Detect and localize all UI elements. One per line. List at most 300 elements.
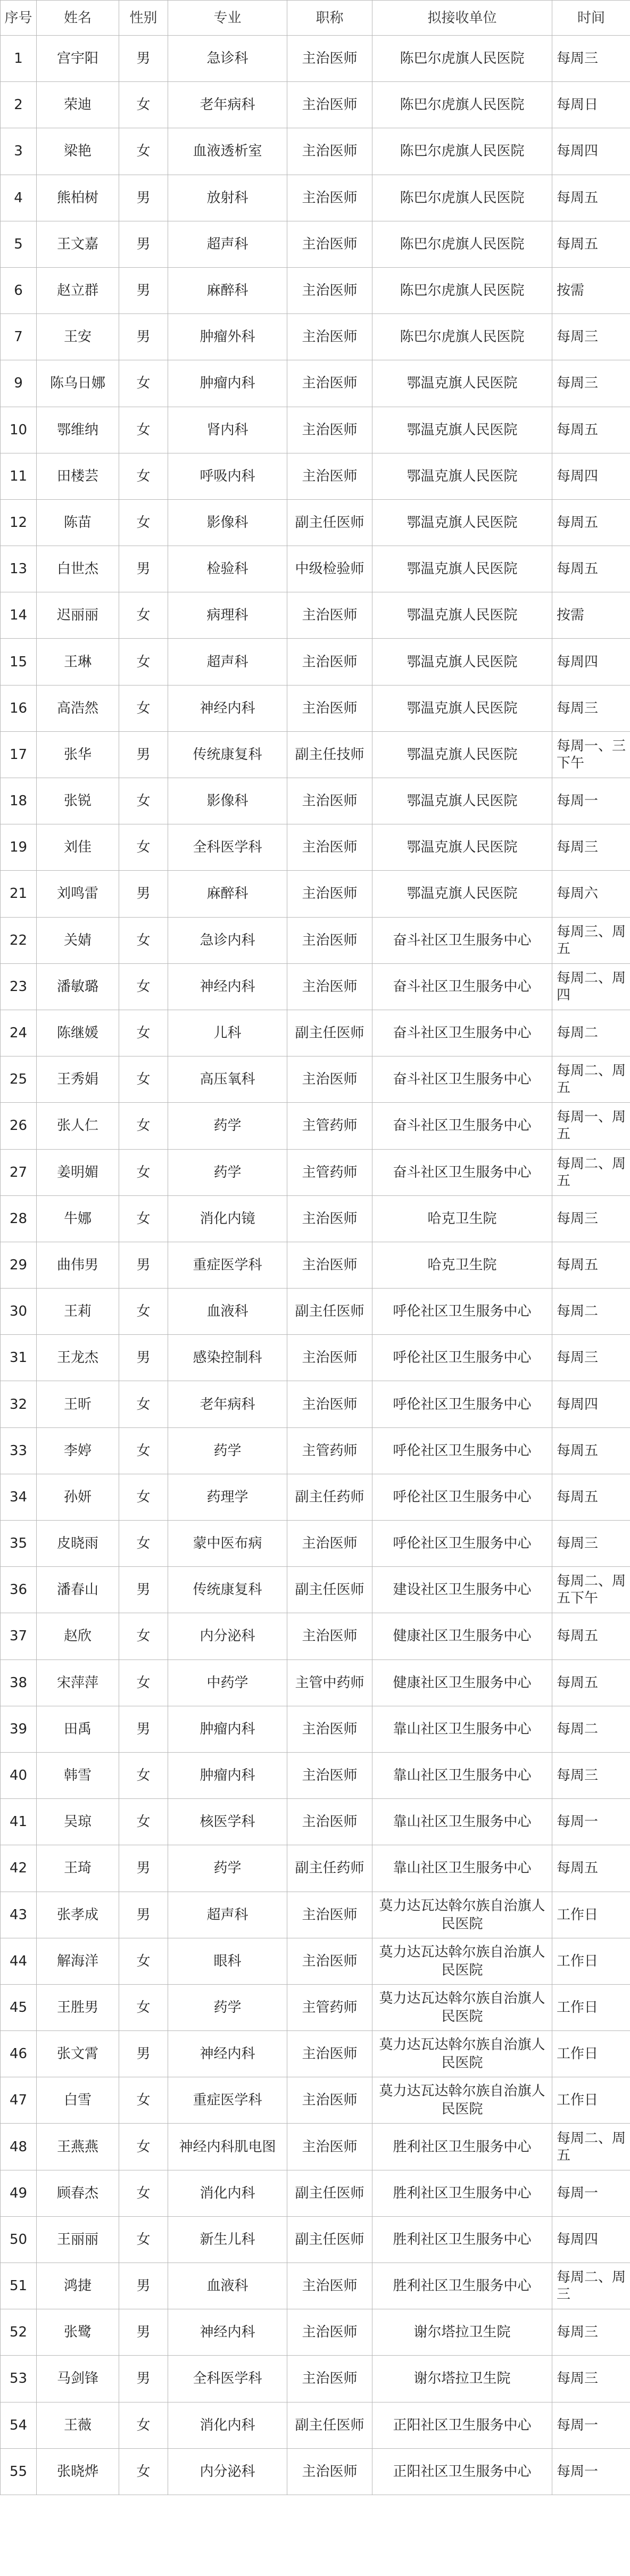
- cell-specialty: 神经内科: [168, 685, 287, 731]
- cell-index: 42: [1, 1845, 37, 1892]
- table-row: [1, 2031, 630, 2077]
- cell-gender: 女: [119, 824, 168, 871]
- cell-time: 工作日: [552, 1984, 630, 2030]
- cell-index: 27: [1, 1149, 37, 1195]
- cell-title: 副主任药师: [287, 1474, 372, 1520]
- cell-gender: 男: [119, 1242, 168, 1288]
- cell-receiving-unit: 陈巴尔虎旗人民医院: [372, 36, 552, 82]
- cell-gender: 女: [119, 128, 168, 175]
- cell-name: 王龙杰: [37, 1335, 119, 1381]
- cell-gender: 女: [119, 2448, 168, 2495]
- cell-receiving-unit: 陈巴尔虎旗人民医院: [372, 314, 552, 360]
- table-row: [1, 2216, 630, 2263]
- table-row: [1, 36, 630, 82]
- cell-title: 主治医师: [287, 963, 372, 1010]
- cell-specialty: 神经内科: [168, 963, 287, 1010]
- cell-time: 按需: [552, 592, 630, 639]
- cell-name: 王薇: [37, 2402, 119, 2448]
- cell-gender: 女: [119, 2402, 168, 2448]
- cell-title: 主治医师: [287, 1706, 372, 1752]
- cell-index: 22: [1, 917, 37, 963]
- cell-time: 每周二、周五下午: [552, 1567, 630, 1613]
- cell-title: 主治医师: [287, 2263, 372, 2309]
- cell-title: 主治医师: [287, 407, 372, 453]
- cell-specialty: 儿科: [168, 1010, 287, 1056]
- cell-receiving-unit: 胜利社区卫生服务中心: [372, 2124, 552, 2170]
- cell-index: 5: [1, 221, 37, 267]
- table-row: [1, 639, 630, 685]
- cell-title: 主治医师: [287, 639, 372, 685]
- cell-gender: 女: [119, 1289, 168, 1335]
- cell-time: 工作日: [552, 1938, 630, 1984]
- cell-title: 副主任医师: [287, 1567, 372, 1613]
- cell-name: 张人仁: [37, 1103, 119, 1149]
- cell-title: 主管药师: [287, 1427, 372, 1474]
- cell-gender: 男: [119, 731, 168, 778]
- cell-name: 张鹭: [37, 2309, 119, 2356]
- cell-specialty: 药学: [168, 1103, 287, 1149]
- table-row: [1, 1056, 630, 1103]
- table-row: [1, 685, 630, 731]
- cell-time: 每周三: [552, 1752, 630, 1798]
- cell-title: 副主任医师: [287, 499, 372, 546]
- cell-name: 赵欣: [37, 1613, 119, 1659]
- cell-name: 张晓烨: [37, 2448, 119, 2495]
- table-row: [1, 1567, 630, 1613]
- cell-time: 每周四: [552, 128, 630, 175]
- cell-title: 副主任医师: [287, 2170, 372, 2216]
- cell-index: 12: [1, 499, 37, 546]
- cell-specialty: 急诊内科: [168, 917, 287, 963]
- cell-time: 每周五: [552, 499, 630, 546]
- cell-index: 51: [1, 2263, 37, 2309]
- cell-title: 主管药师: [287, 1984, 372, 2030]
- table-row: [1, 2263, 630, 2309]
- cell-receiving-unit: 健康社区卫生服务中心: [372, 1659, 552, 1706]
- cell-gender: 女: [119, 778, 168, 824]
- cell-receiving-unit: 呼伦社区卫生服务中心: [372, 1427, 552, 1474]
- cell-specialty: 老年病科: [168, 1381, 287, 1427]
- cell-name: 张锐: [37, 778, 119, 824]
- table-row: [1, 2309, 630, 2356]
- cell-index: 4: [1, 175, 37, 221]
- cell-gender: 女: [119, 82, 168, 128]
- cell-gender: 女: [119, 1149, 168, 1195]
- cell-specialty: 蒙中医布病: [168, 1521, 287, 1567]
- cell-name: 宫宇阳: [37, 36, 119, 82]
- cell-title: 主治医师: [287, 360, 372, 407]
- cell-gender: 女: [119, 1752, 168, 1798]
- cell-receiving-unit: 奋斗社区卫生服务中心: [372, 1149, 552, 1195]
- cell-gender: 男: [119, 871, 168, 917]
- cell-specialty: 内分泌科: [168, 1613, 287, 1659]
- cell-title: 主治医师: [287, 36, 372, 82]
- cell-gender: 男: [119, 175, 168, 221]
- table-row: [1, 2124, 630, 2170]
- cell-name: 王琦: [37, 1845, 119, 1892]
- cell-index: 26: [1, 1103, 37, 1149]
- cell-specialty: 眼科: [168, 1938, 287, 1984]
- cell-time: 每周五: [552, 1242, 630, 1288]
- cell-index: 17: [1, 731, 37, 778]
- cell-specialty: 药理学: [168, 1474, 287, 1520]
- table-row: [1, 824, 630, 871]
- cell-title: 副主任技师: [287, 731, 372, 778]
- table-row: [1, 1799, 630, 1845]
- cell-specialty: 麻醉科: [168, 267, 287, 313]
- cell-receiving-unit: 鄂温克旗人民医院: [372, 453, 552, 499]
- cell-gender: 女: [119, 499, 168, 546]
- cell-gender: 男: [119, 1706, 168, 1752]
- cell-index: 21: [1, 871, 37, 917]
- cell-specialty: 急诊科: [168, 36, 287, 82]
- cell-name: 潘敏璐: [37, 963, 119, 1010]
- table-row: [1, 778, 630, 824]
- table-row: [1, 1010, 630, 1056]
- cell-specialty: 全科医学科: [168, 824, 287, 871]
- cell-time: 每周二: [552, 1289, 630, 1335]
- table-row: [1, 175, 630, 221]
- cell-title: 副主任医师: [287, 1289, 372, 1335]
- table-row: [1, 1845, 630, 1892]
- cell-gender: 女: [119, 2216, 168, 2263]
- table-row: [1, 731, 630, 778]
- cell-name: 王琳: [37, 639, 119, 685]
- cell-gender: 男: [119, 1892, 168, 1938]
- cell-time: 每周五: [552, 1474, 630, 1520]
- table-row: [1, 1242, 630, 1288]
- cell-time: 每周五: [552, 1845, 630, 1892]
- cell-index: 2: [1, 82, 37, 128]
- cell-receiving-unit: 莫力达瓦达斡尔族自治旗人民医院: [372, 2077, 552, 2124]
- cell-index: 10: [1, 407, 37, 453]
- cell-gender: 女: [119, 639, 168, 685]
- cell-receiving-unit: 奋斗社区卫生服务中心: [372, 1010, 552, 1056]
- cell-specialty: 超声科: [168, 221, 287, 267]
- cell-time: 每周一: [552, 2448, 630, 2495]
- table-row: [1, 2077, 630, 2124]
- cell-receiving-unit: 靠山社区卫生服务中心: [372, 1706, 552, 1752]
- cell-gender: 女: [119, 1938, 168, 1984]
- cell-specialty: 超声科: [168, 1892, 287, 1938]
- table-row: [1, 1335, 630, 1381]
- cell-index: 47: [1, 2077, 37, 2124]
- cell-name: 姜明媚: [37, 1149, 119, 1195]
- table-row: [1, 1752, 630, 1798]
- cell-index: 14: [1, 592, 37, 639]
- cell-time: 每周一: [552, 2170, 630, 2216]
- cell-index: 15: [1, 639, 37, 685]
- table-body: [1, 36, 630, 2495]
- cell-specialty: 麻醉科: [168, 871, 287, 917]
- table-row: [1, 1938, 630, 1984]
- cell-title: 主治医师: [287, 1938, 372, 1984]
- cell-gender: 女: [119, 1381, 168, 1427]
- cell-time: 每周五: [552, 546, 630, 592]
- cell-receiving-unit: 鄂温克旗人民医院: [372, 778, 552, 824]
- cell-title: 主治医师: [287, 871, 372, 917]
- table-row: [1, 917, 630, 963]
- cell-title: 主治医师: [287, 128, 372, 175]
- cell-name: 田禹: [37, 1706, 119, 1752]
- cell-time: 每周二、周五: [552, 1056, 630, 1103]
- cell-specialty: 肿瘤内科: [168, 360, 287, 407]
- cell-specialty: 病理科: [168, 592, 287, 639]
- cell-receiving-unit: 鄂温克旗人民医院: [372, 407, 552, 453]
- cell-receiving-unit: 鄂温克旗人民医院: [372, 685, 552, 731]
- cell-receiving-unit: 建设社区卫生服务中心: [372, 1567, 552, 1613]
- cell-receiving-unit: 健康社区卫生服务中心: [372, 1613, 552, 1659]
- cell-receiving-unit: 奋斗社区卫生服务中心: [372, 917, 552, 963]
- table-row: [1, 453, 630, 499]
- cell-name: 马剑锋: [37, 2356, 119, 2402]
- cell-receiving-unit: 谢尔塔拉卫生院: [372, 2309, 552, 2356]
- cell-title: 主治医师: [287, 1242, 372, 1288]
- cell-title: 中级检验师: [287, 546, 372, 592]
- table-row: [1, 1289, 630, 1335]
- cell-receiving-unit: 呼伦社区卫生服务中心: [372, 1381, 552, 1427]
- cell-gender: 男: [119, 1567, 168, 1613]
- cell-name: 鸿捷: [37, 2263, 119, 2309]
- cell-time: 每周二、周四: [552, 963, 630, 1010]
- cell-specialty: 神经内科: [168, 2309, 287, 2356]
- cell-name: 赵立群: [37, 267, 119, 313]
- cell-name: 吴琼: [37, 1799, 119, 1845]
- cell-specialty: 呼吸内科: [168, 453, 287, 499]
- cell-title: 主治医师: [287, 1613, 372, 1659]
- cell-time: 每周三: [552, 1195, 630, 1242]
- cell-receiving-unit: 哈克卫生院: [372, 1242, 552, 1288]
- cell-name: 顾春杰: [37, 2170, 119, 2216]
- cell-time: 每周六: [552, 871, 630, 917]
- cell-receiving-unit: 呼伦社区卫生服务中心: [372, 1289, 552, 1335]
- cell-name: 曲伟男: [37, 1242, 119, 1288]
- cell-index: 49: [1, 2170, 37, 2216]
- table-row: [1, 2402, 630, 2448]
- cell-gender: 女: [119, 407, 168, 453]
- cell-title: 主治医师: [287, 1752, 372, 1798]
- table-row: [1, 314, 630, 360]
- cell-receiving-unit: 陈巴尔虎旗人民医院: [372, 267, 552, 313]
- cell-time: 每周三: [552, 824, 630, 871]
- cell-index: 1: [1, 36, 37, 82]
- cell-receiving-unit: 鄂温克旗人民医院: [372, 499, 552, 546]
- cell-receiving-unit: 胜利社区卫生服务中心: [372, 2216, 552, 2263]
- cell-name: 荣迪: [37, 82, 119, 128]
- cell-gender: 女: [119, 2170, 168, 2216]
- cell-time: 每周二、周三: [552, 2263, 630, 2309]
- cell-time: 每周二: [552, 1010, 630, 1056]
- table-row: [1, 1613, 630, 1659]
- table-row: [1, 1103, 630, 1149]
- cell-title: 主治医师: [287, 1521, 372, 1567]
- cell-specialty: 高压氧科: [168, 1056, 287, 1103]
- cell-receiving-unit: 哈克卫生院: [372, 1195, 552, 1242]
- cell-title: 主管中药师: [287, 1659, 372, 1706]
- cell-index: 44: [1, 1938, 37, 1984]
- cell-specialty: 肿瘤外科: [168, 314, 287, 360]
- cell-time: 每周三: [552, 1521, 630, 1567]
- cell-gender: 女: [119, 1521, 168, 1567]
- cell-gender: 女: [119, 1103, 168, 1149]
- cell-title: 副主任医师: [287, 2402, 372, 2448]
- cell-title: 主治医师: [287, 778, 372, 824]
- cell-name: 刘佳: [37, 824, 119, 871]
- cell-time: 每周一: [552, 778, 630, 824]
- cell-specialty: 神经内科: [168, 2031, 287, 2077]
- cell-receiving-unit: 鄂温克旗人民医院: [372, 592, 552, 639]
- cell-specialty: 新生儿科: [168, 2216, 287, 2263]
- cell-time: 每周一: [552, 1799, 630, 1845]
- cell-title: 主治医师: [287, 2124, 372, 2170]
- cell-receiving-unit: 莫力达瓦达斡尔族自治旗人民医院: [372, 1938, 552, 1984]
- cell-name: 宋萍萍: [37, 1659, 119, 1706]
- cell-name: 王秀娟: [37, 1056, 119, 1103]
- table-row: [1, 1892, 630, 1938]
- cell-gender: 男: [119, 2263, 168, 2309]
- cell-receiving-unit: 鄂温克旗人民医院: [372, 360, 552, 407]
- cell-receiving-unit: 莫力达瓦达斡尔族自治旗人民医院: [372, 2031, 552, 2077]
- cell-index: 35: [1, 1521, 37, 1567]
- cell-time: 每周五: [552, 1613, 630, 1659]
- cell-gender: 男: [119, 1845, 168, 1892]
- cell-index: 34: [1, 1474, 37, 1520]
- cell-receiving-unit: 陈巴尔虎旗人民医院: [372, 82, 552, 128]
- cell-index: 45: [1, 1984, 37, 2030]
- cell-title: 主治医师: [287, 2031, 372, 2077]
- table-header: [1, 1, 630, 36]
- cell-gender: 女: [119, 1474, 168, 1520]
- table-row: [1, 1195, 630, 1242]
- cell-specialty: 重症医学科: [168, 2077, 287, 2124]
- cell-specialty: 肿瘤内科: [168, 1706, 287, 1752]
- cell-gender: 女: [119, 1056, 168, 1103]
- cell-index: 37: [1, 1613, 37, 1659]
- cell-specialty: 传统康复科: [168, 1567, 287, 1613]
- cell-receiving-unit: 陈巴尔虎旗人民医院: [372, 221, 552, 267]
- cell-title: 主治医师: [287, 1195, 372, 1242]
- cell-gender: 男: [119, 2031, 168, 2077]
- table-row: [1, 1659, 630, 1706]
- header-specialty: 专业: [168, 1, 287, 36]
- cell-index: 25: [1, 1056, 37, 1103]
- header-row: [1, 1, 630, 36]
- cell-index: 53: [1, 2356, 37, 2402]
- cell-name: 王胜男: [37, 1984, 119, 2030]
- cell-receiving-unit: 陈巴尔虎旗人民医院: [372, 128, 552, 175]
- cell-receiving-unit: 呼伦社区卫生服务中心: [372, 1521, 552, 1567]
- cell-title: 主治医师: [287, 453, 372, 499]
- cell-title: 主治医师: [287, 2077, 372, 2124]
- cell-time: 每周四: [552, 453, 630, 499]
- cell-index: 23: [1, 963, 37, 1010]
- cell-name: 潘春山: [37, 1567, 119, 1613]
- cell-name: 张华: [37, 731, 119, 778]
- cell-specialty: 肾内科: [168, 407, 287, 453]
- cell-name: 王莉: [37, 1289, 119, 1335]
- cell-time: 工作日: [552, 1892, 630, 1938]
- cell-receiving-unit: 鄂温克旗人民医院: [372, 731, 552, 778]
- cell-name: 王丽丽: [37, 2216, 119, 2263]
- cell-specialty: 老年病科: [168, 82, 287, 128]
- table-row: [1, 2448, 630, 2495]
- cell-time: 每周三: [552, 685, 630, 731]
- cell-name: 高浩然: [37, 685, 119, 731]
- table-row: [1, 871, 630, 917]
- cell-specialty: 血液透析室: [168, 128, 287, 175]
- cell-index: 55: [1, 2448, 37, 2495]
- cell-name: 白世杰: [37, 546, 119, 592]
- cell-gender: 女: [119, 1427, 168, 1474]
- cell-time: 每周三: [552, 360, 630, 407]
- cell-time: 每周五: [552, 407, 630, 453]
- cell-specialty: 神经内科肌电图: [168, 2124, 287, 2170]
- cell-gender: 男: [119, 546, 168, 592]
- cell-index: 41: [1, 1799, 37, 1845]
- cell-specialty: 血液科: [168, 2263, 287, 2309]
- cell-gender: 女: [119, 360, 168, 407]
- cell-name: 牛娜: [37, 1195, 119, 1242]
- cell-gender: 女: [119, 1984, 168, 2030]
- cell-name: 李婷: [37, 1427, 119, 1474]
- cell-specialty: 传统康复科: [168, 731, 287, 778]
- cell-specialty: 感染控制科: [168, 1335, 287, 1381]
- cell-time: 每周五: [552, 175, 630, 221]
- cell-time: 每周三: [552, 36, 630, 82]
- header-title: 职称: [287, 1, 372, 36]
- cell-specialty: 肿瘤内科: [168, 1752, 287, 1798]
- cell-time: 每周五: [552, 1427, 630, 1474]
- cell-time: 每周一、三下午: [552, 731, 630, 778]
- cell-gender: 男: [119, 2309, 168, 2356]
- cell-receiving-unit: 正阳社区卫生服务中心: [372, 2448, 552, 2495]
- cell-gender: 男: [119, 1335, 168, 1381]
- cell-index: 50: [1, 2216, 37, 2263]
- cell-index: 18: [1, 778, 37, 824]
- cell-receiving-unit: 鄂温克旗人民医院: [372, 546, 552, 592]
- cell-specialty: 检验科: [168, 546, 287, 592]
- table-row: [1, 2170, 630, 2216]
- cell-title: 主治医师: [287, 2309, 372, 2356]
- cell-name: 陈苗: [37, 499, 119, 546]
- cell-receiving-unit: 靠山社区卫生服务中心: [372, 1845, 552, 1892]
- table-row: [1, 1984, 630, 2030]
- cell-title: 主治医师: [287, 1335, 372, 1381]
- cell-specialty: 内分泌科: [168, 2448, 287, 2495]
- cell-receiving-unit: 奋斗社区卫生服务中心: [372, 1103, 552, 1149]
- cell-name: 王昕: [37, 1381, 119, 1427]
- cell-index: 46: [1, 2031, 37, 2077]
- cell-specialty: 药学: [168, 1149, 287, 1195]
- cell-gender: 男: [119, 2356, 168, 2402]
- table-row: [1, 407, 630, 453]
- cell-name: 关婧: [37, 917, 119, 963]
- table-row: [1, 82, 630, 128]
- cell-gender: 女: [119, 592, 168, 639]
- cell-receiving-unit: 鄂温克旗人民医院: [372, 824, 552, 871]
- cell-title: 主治医师: [287, 592, 372, 639]
- cell-index: 54: [1, 2402, 37, 2448]
- header-gender: 性别: [119, 1, 168, 36]
- cell-gender: 女: [119, 1613, 168, 1659]
- cell-name: 白雪: [37, 2077, 119, 2124]
- cell-time: 工作日: [552, 2077, 630, 2124]
- cell-time: 每周三: [552, 2309, 630, 2356]
- cell-title: 副主任医师: [287, 1010, 372, 1056]
- cell-time: 每周二、周五: [552, 2124, 630, 2170]
- cell-index: 28: [1, 1195, 37, 1242]
- cell-name: 陈乌日娜: [37, 360, 119, 407]
